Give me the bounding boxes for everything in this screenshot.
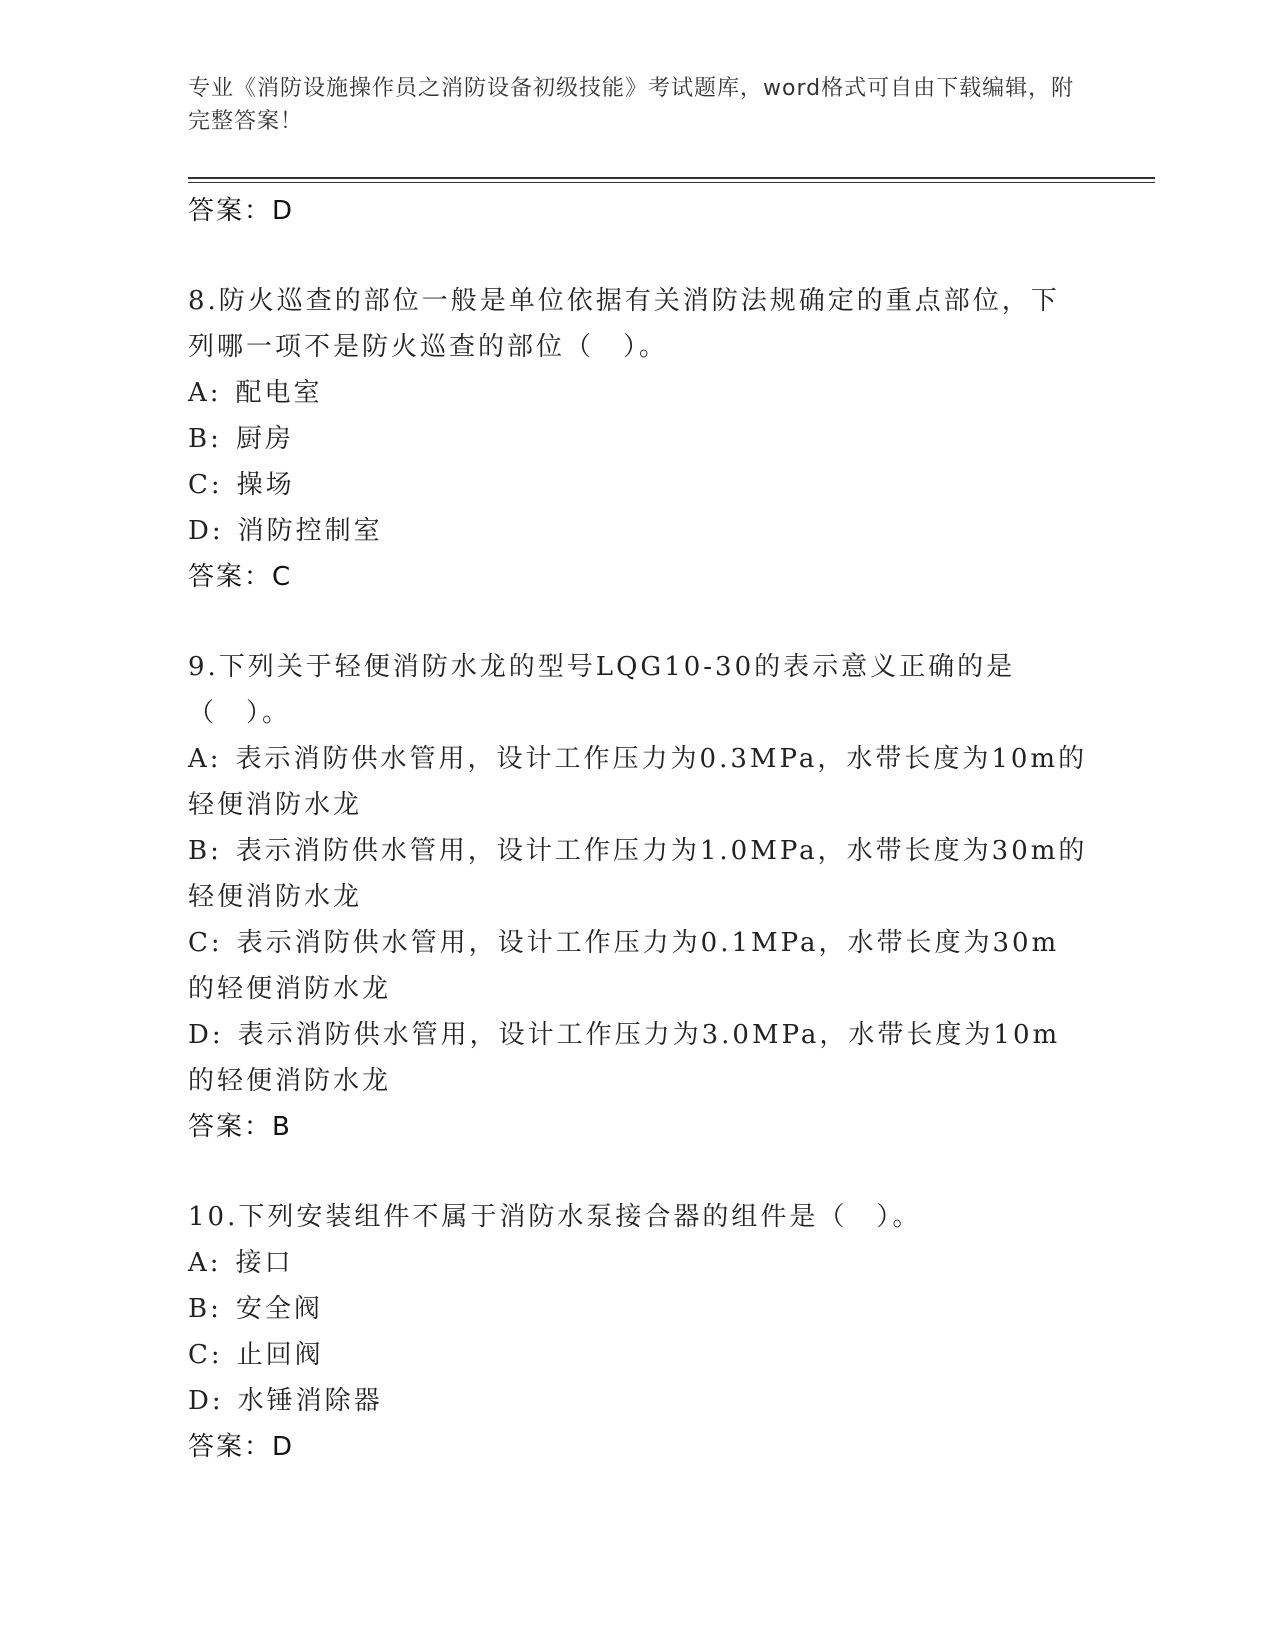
option-text: 止回阀 — [236, 1340, 324, 1370]
option-d — [188, 1012, 1088, 1104]
option-a — [188, 370, 1088, 416]
header-divider-thin — [188, 182, 1155, 183]
answer: 答案：C — [188, 562, 293, 592]
question-text: 9.下列关于轻便消防水龙的型号LQG10-30的表示意义正确的是（ ）。 — [188, 652, 1016, 728]
document-header: 专业《消防设施操作员之消防设备初级技能》考试题库，word格式可自由下载编辑，附完整答案！ — [188, 76, 1075, 134]
option-text: 消防控制室 — [237, 516, 383, 546]
option-label: A: — [188, 1248, 222, 1278]
option-text: 表示消防供水管用，设计工作压力为3.0MPa，水带长度为10m的轻便消防水龙 — [188, 1020, 1061, 1096]
answer: 答案：B — [188, 1112, 292, 1142]
answer: 答案：D — [188, 1432, 295, 1462]
previous-answer: 答案：D — [188, 196, 295, 226]
question-text: 8.防火巡查的部位一般是单位依据有关消防法规确定的重点部位，下列哪一项不是防火巡查的部位（ ）。 — [188, 286, 1060, 362]
option-text: 接口 — [235, 1248, 294, 1278]
option-label: B: — [188, 1294, 222, 1324]
question-list — [188, 188, 1088, 1470]
option-text: 厨房 — [235, 424, 294, 454]
option-a — [188, 1240, 1088, 1286]
option-c — [188, 920, 1088, 1012]
option-label: D: — [188, 1386, 224, 1416]
question-10 — [188, 1194, 1088, 1470]
option-text: 操场 — [236, 470, 295, 500]
option-label: C: — [188, 1340, 223, 1370]
question-text: 10.下列安装组件不属于消防水泵接合器的组件是（ ）。 — [188, 1202, 922, 1232]
option-b — [188, 416, 1088, 462]
option-label: D: — [188, 516, 224, 546]
question-9 — [188, 644, 1088, 1150]
option-label: B: — [188, 836, 222, 866]
option-a — [188, 736, 1088, 828]
option-c — [188, 1332, 1088, 1378]
option-text: 配电室 — [235, 378, 323, 408]
option-label: A: — [188, 744, 222, 774]
question-8 — [188, 278, 1088, 600]
option-label: D: — [188, 1020, 224, 1050]
option-b — [188, 828, 1088, 920]
option-label: A: — [188, 378, 222, 408]
option-text: 表示消防供水管用，设计工作压力为1.0MPa，水带长度为30m的轻便消防水龙 — [188, 836, 1088, 912]
option-label: B: — [188, 424, 222, 454]
option-text: 水锤消除器 — [237, 1386, 383, 1416]
option-text: 安全阀 — [235, 1294, 323, 1324]
option-d — [188, 508, 1088, 554]
option-c — [188, 462, 1088, 508]
option-text: 表示消防供水管用，设计工作压力为0.1MPa，水带长度为30m的轻便消防水龙 — [188, 928, 1060, 1004]
option-label: C: — [188, 928, 223, 958]
option-text: 表示消防供水管用，设计工作压力为0.3MPa，水带长度为10m的轻便消防水龙 — [188, 744, 1088, 820]
option-b — [188, 1286, 1088, 1332]
option-label: C: — [188, 470, 223, 500]
header-divider-thick — [188, 177, 1155, 179]
option-d — [188, 1378, 1088, 1424]
